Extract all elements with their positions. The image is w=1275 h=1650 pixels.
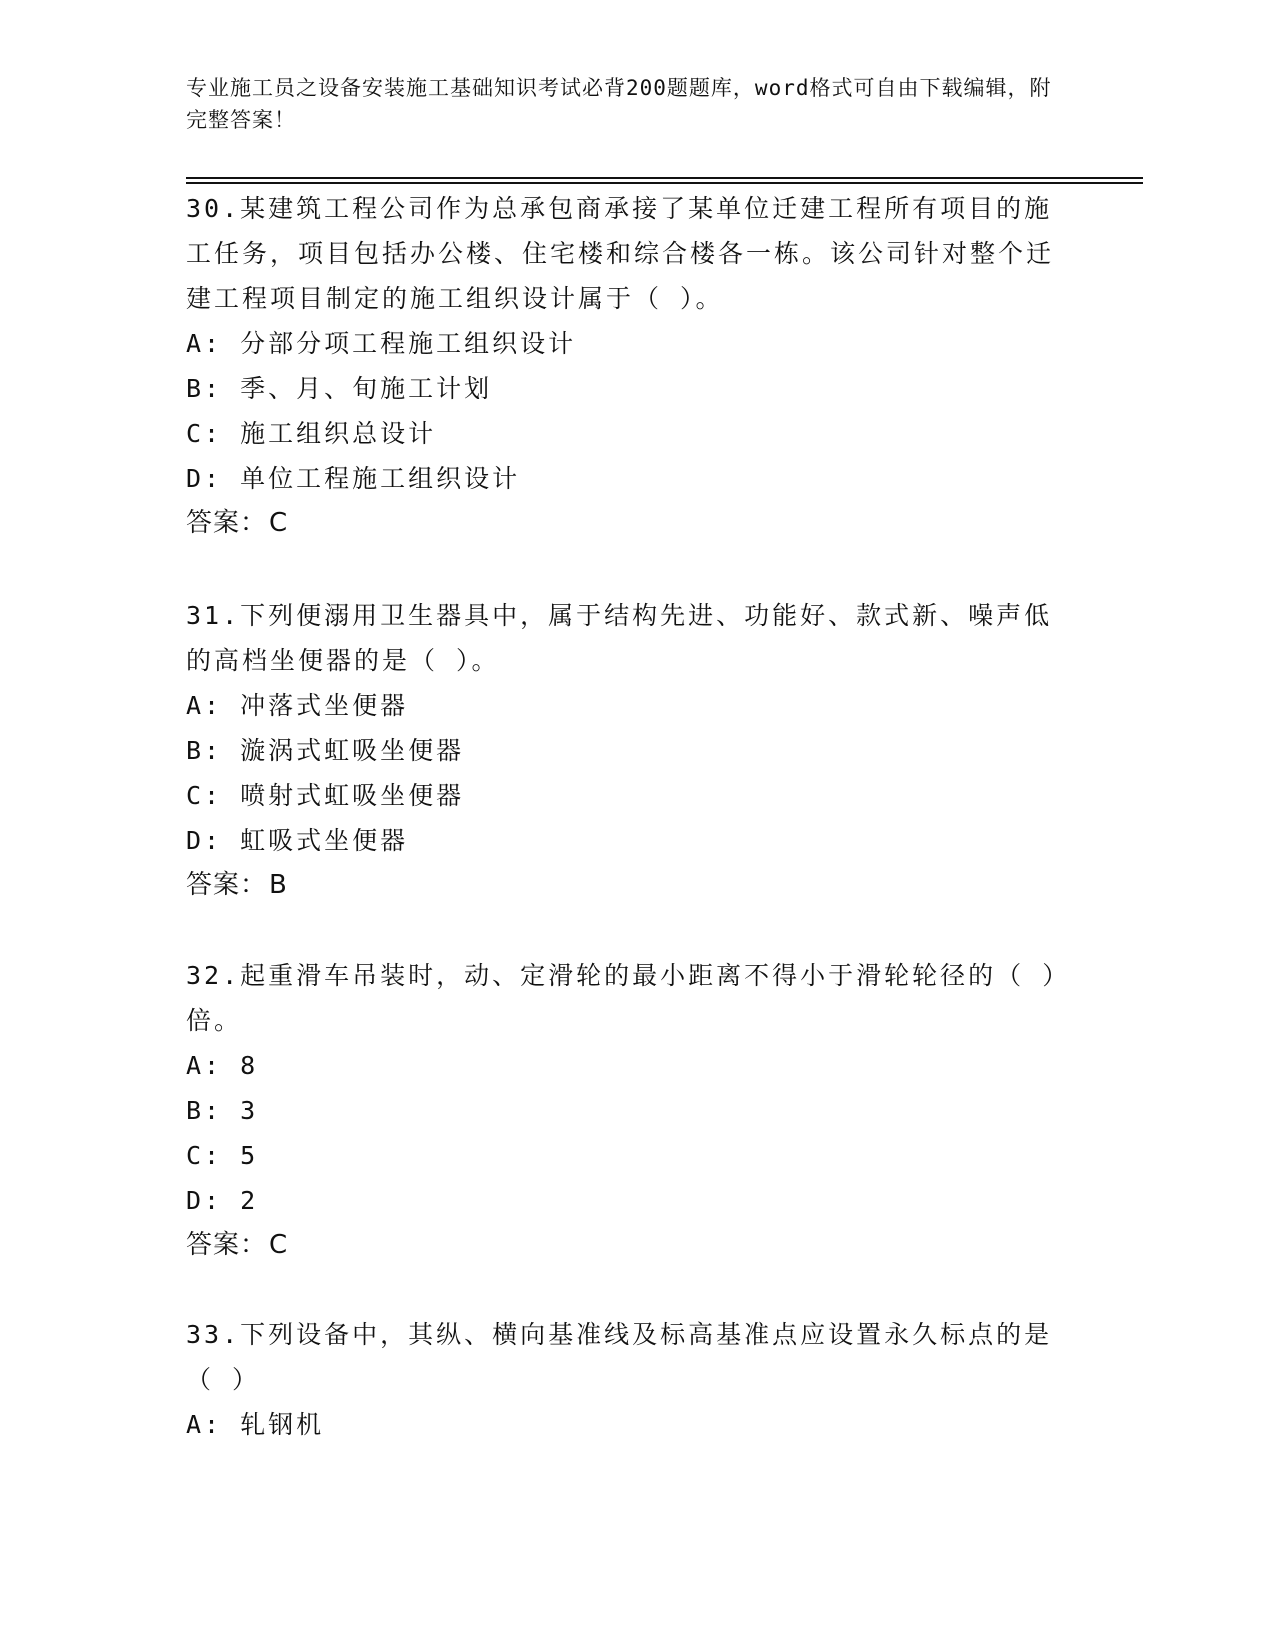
question-32	[186, 953, 1066, 1268]
question-stem: 33.下列设备中，其纵、横向基准线及标高基准点应设置永久标点的是（ ）	[186, 1320, 1053, 1394]
answer-label: 答案：	[186, 508, 268, 538]
option-c: C: 5	[186, 1141, 259, 1170]
option-c: C: 喷射式虹吸坐便器	[186, 781, 465, 810]
option-b: B: 3	[186, 1096, 259, 1125]
answer-value: B	[269, 870, 288, 900]
answer-line	[186, 1223, 1066, 1268]
option-a: A: 冲落式坐便器	[186, 691, 409, 720]
answer-value: C	[269, 1230, 289, 1260]
document-header: 专业施工员之设备安装施工基础知识考试必背200题题库，word格式可自由下载编辑，附完整答案！	[186, 76, 1052, 132]
question-stem: 31.下列便溺用卫生器具中，属于结构先进、功能好、款式新、噪声低的高档坐便器的是（ ）。	[186, 601, 1053, 675]
option-a: A: 轧钢机	[186, 1410, 325, 1439]
answer-label: 答案：	[186, 1230, 268, 1260]
option-b: B: 漩涡式虹吸坐便器	[186, 736, 465, 765]
header-rule-bottom	[186, 182, 1143, 184]
option-a: A: 8	[186, 1051, 259, 1080]
option-b: B: 季、月、旬施工计划	[186, 374, 493, 403]
question-stem: 32.起重滑车吊装时，动、定滑轮的最小距离不得小于滑轮轮径的（ ）倍。	[186, 961, 1058, 1035]
option-d: D: 单位工程施工组织设计	[186, 464, 521, 493]
option-d: D: 虹吸式坐便器	[186, 826, 409, 855]
option-d: D: 2	[186, 1186, 259, 1215]
answer-value: C	[269, 508, 289, 538]
question-33	[186, 1312, 1066, 1447]
answer-label: 答案：	[186, 870, 268, 900]
answer-line	[186, 863, 1066, 908]
header-rule-top	[186, 177, 1143, 179]
answer-line	[186, 501, 1066, 546]
option-c: C: 施工组织总设计	[186, 419, 437, 448]
question-30	[186, 186, 1066, 546]
option-a: A: 分部分项工程施工组织设计	[186, 329, 577, 358]
question-stem: 30.某建筑工程公司作为总承包商承接了某单位迁建工程所有项目的施工任务，项目包括办公楼、住宅楼和综合楼各一栋。该公司针对整个迁建工程项目制定的施工组织设计属于（ ）。	[186, 194, 1055, 313]
question-31	[186, 593, 1066, 908]
